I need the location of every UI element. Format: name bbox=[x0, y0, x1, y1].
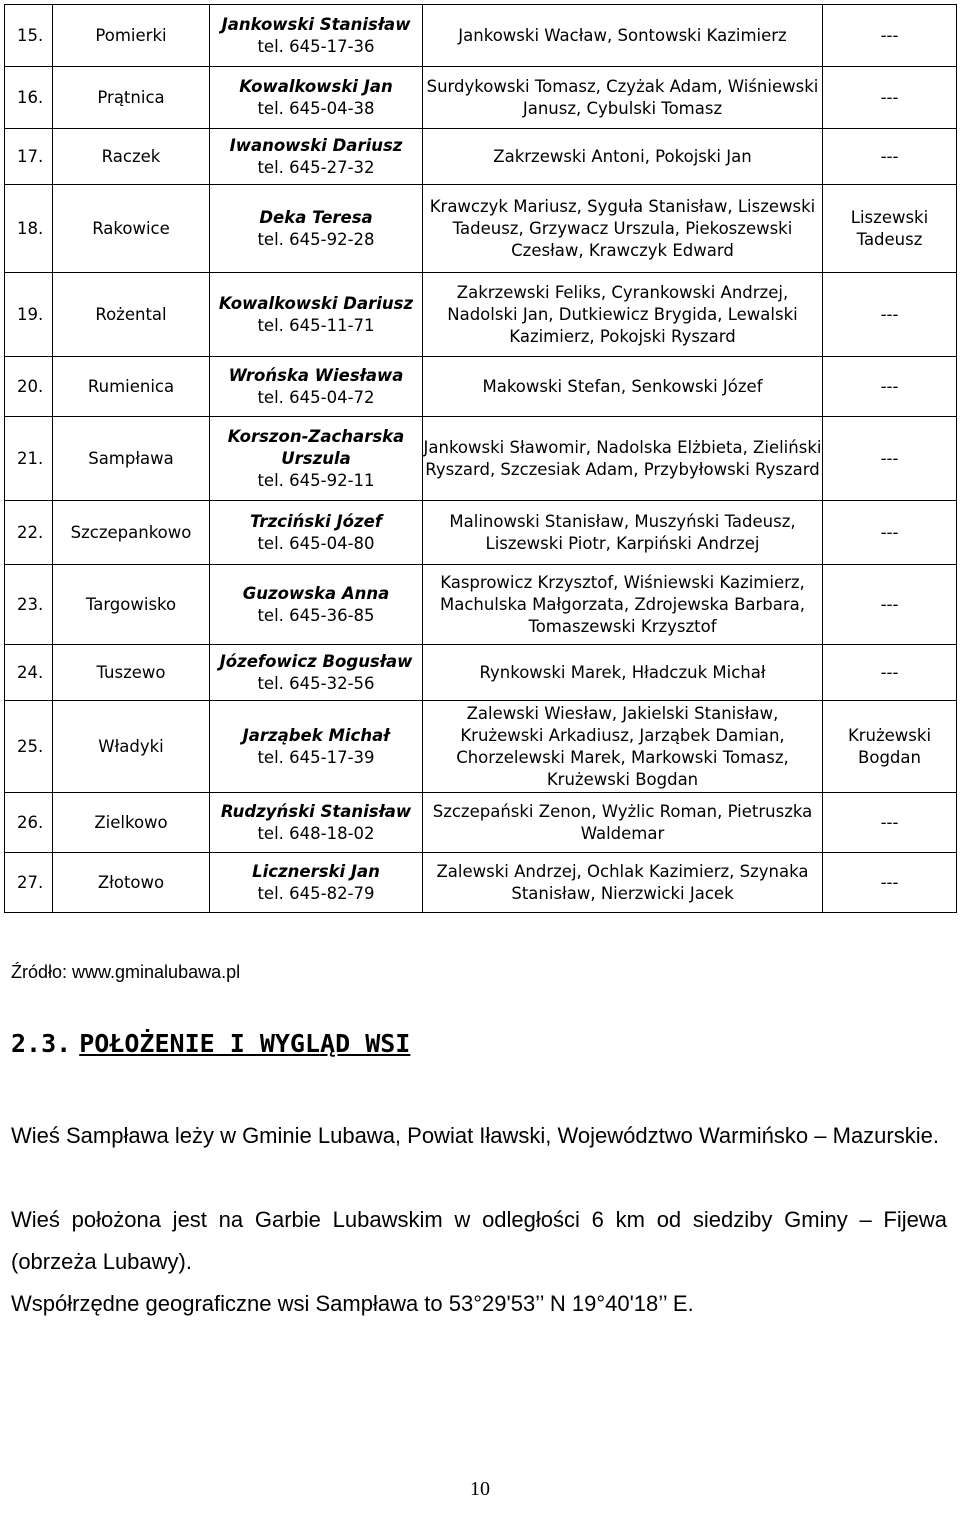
soltys-phone: tel. 645-11-71 bbox=[257, 315, 375, 335]
council-members: Rynkowski Marek, Hładczuk Michał bbox=[423, 645, 823, 701]
soltys-phone: tel. 645-17-36 bbox=[257, 36, 375, 56]
soltys-cell bbox=[210, 501, 423, 565]
table-row bbox=[5, 853, 957, 913]
village-name: Targowisko bbox=[53, 565, 210, 645]
representative: --- bbox=[823, 357, 957, 417]
soltys-phone: tel. 645-04-80 bbox=[257, 533, 375, 553]
council-members: Szczepański Zenon, Wyżlic Roman, Pietruszka Waldemar bbox=[423, 793, 823, 853]
village-name: Raczek bbox=[53, 129, 210, 185]
soltys-phone: tel. 645-17-39 bbox=[257, 747, 375, 767]
representative: Liszewski Tadeusz bbox=[823, 185, 957, 273]
representative: Krużewski Bogdan bbox=[823, 701, 957, 793]
representative: --- bbox=[823, 565, 957, 645]
representative: --- bbox=[823, 273, 957, 357]
representative: --- bbox=[823, 129, 957, 185]
village-table-body bbox=[5, 5, 957, 913]
row-number: 20. bbox=[5, 357, 53, 417]
village-name: Rożental bbox=[53, 273, 210, 357]
council-members: Zakrzewski Antoni, Pokojski Jan bbox=[423, 129, 823, 185]
table-row bbox=[5, 67, 957, 129]
council-members: Zalewski Andrzej, Ochlak Kazimierz, Szynaka Stanisław, Nierzwicki Jacek bbox=[423, 853, 823, 913]
soltys-name: Iwanowski Dariusz bbox=[229, 135, 403, 155]
council-members: Surdykowski Tomasz, Czyżak Adam, Wiśniewski Janusz, Cybulski Tomasz bbox=[423, 67, 823, 129]
soltys-phone: tel. 645-92-11 bbox=[257, 470, 375, 490]
village-name: Sampława bbox=[53, 417, 210, 501]
table-row bbox=[5, 417, 957, 501]
table-row bbox=[5, 129, 957, 185]
soltys-cell bbox=[210, 853, 423, 913]
council-members: Jankowski Wacław, Sontowski Kazimierz bbox=[423, 5, 823, 67]
row-number: 19. bbox=[5, 273, 53, 357]
soltys-name: Wrońska Wiesława bbox=[228, 365, 404, 385]
soltys-cell bbox=[210, 645, 423, 701]
table-row bbox=[5, 701, 957, 793]
council-members: Malinowski Stanisław, Muszyński Tadeusz, Liszewski Piotr, Karpiński Andrzej bbox=[423, 501, 823, 565]
source-note: Źródło: www.gminalubawa.pl bbox=[11, 962, 241, 982]
page-number: 10 bbox=[470, 1478, 490, 1500]
row-number: 18. bbox=[5, 185, 53, 273]
table-row bbox=[5, 5, 957, 67]
village-name: Władyki bbox=[53, 701, 210, 793]
representative: --- bbox=[823, 417, 957, 501]
representative: --- bbox=[823, 853, 957, 913]
soltys-name: Deka Teresa bbox=[259, 207, 373, 227]
council-members: Jankowski Sławomir, Nadolska Elżbieta, Zieliński Ryszard, Szczesiak Adam, Przybyłowski Ryszard bbox=[423, 417, 823, 501]
representative: --- bbox=[823, 645, 957, 701]
section-title: POŁOŻENIE I WYGLĄD WSI bbox=[79, 1029, 411, 1058]
row-number: 15. bbox=[5, 5, 53, 67]
soltys-phone: tel. 645-32-56 bbox=[257, 673, 375, 693]
soltys-name: Jankowski Stanisław bbox=[221, 14, 411, 34]
soltys-cell bbox=[210, 701, 423, 793]
section-number: 2.3. bbox=[11, 1029, 72, 1058]
table-row bbox=[5, 645, 957, 701]
row-number: 23. bbox=[5, 565, 53, 645]
soltys-cell bbox=[210, 67, 423, 129]
row-number: 21. bbox=[5, 417, 53, 501]
soltys-cell bbox=[210, 417, 423, 501]
soltys-name: Trzciński Józef bbox=[249, 511, 382, 531]
soltys-phone: tel. 645-36-85 bbox=[257, 605, 375, 625]
council-members: Krawczyk Mariusz, Syguła Stanisław, Liszewski Tadeusz, Grzywacz Urszula, Piekoszewski Czesław, Krawczyk Edward bbox=[423, 185, 823, 273]
representative: --- bbox=[823, 67, 957, 129]
village-name: Złotowo bbox=[53, 853, 210, 913]
soltys-name: Licznerski Jan bbox=[252, 861, 380, 881]
soltys-phone: tel. 645-27-32 bbox=[257, 157, 375, 177]
soltys-cell bbox=[210, 793, 423, 853]
village-name: Tuszewo bbox=[53, 645, 210, 701]
row-number: 22. bbox=[5, 501, 53, 565]
village-name: Rakowice bbox=[53, 185, 210, 273]
table-row bbox=[5, 793, 957, 853]
table-row bbox=[5, 501, 957, 565]
soltys-cell bbox=[210, 5, 423, 67]
soltys-phone: tel. 645-04-38 bbox=[257, 98, 375, 118]
paragraph-location: Wieś Sampława leży w Gminie Lubawa, Powiat Iławski, Województwo Warmińsko – Mazurskie. bbox=[11, 1123, 939, 1148]
representative: --- bbox=[823, 5, 957, 67]
paragraph-coordinates: Współrzędne geograficzne wsi Sampława to 53°29'53’’ N 19°40'18’’ E. bbox=[11, 1291, 694, 1316]
table-row bbox=[5, 185, 957, 273]
row-number: 25. bbox=[5, 701, 53, 793]
soltys-phone: tel. 648-18-02 bbox=[257, 823, 375, 843]
soltys-cell bbox=[210, 185, 423, 273]
soltys-name: Kowalkowski Jan bbox=[239, 76, 393, 96]
row-number: 17. bbox=[5, 129, 53, 185]
council-members: Makowski Stefan, Senkowski Józef bbox=[423, 357, 823, 417]
council-members: Zakrzewski Feliks, Cyrankowski Andrzej, Nadolski Jan, Dutkiewicz Brygida, Lewalski Kazimierz, Pokojski Ryszard bbox=[423, 273, 823, 357]
soltys-phone: tel. 645-04-72 bbox=[257, 387, 375, 407]
soltys-cell bbox=[210, 565, 423, 645]
village-name: Szczepankowo bbox=[53, 501, 210, 565]
row-number: 24. bbox=[5, 645, 53, 701]
soltys-cell bbox=[210, 357, 423, 417]
table-row bbox=[5, 273, 957, 357]
village-name: Zielkowo bbox=[53, 793, 210, 853]
council-members: Zalewski Wiesław, Jakielski Stanisław, Krużewski Arkadiusz, Jarząbek Damian, Chorzelewski Marek, Markowski Tomasz, Krużewski Bogdan bbox=[423, 701, 823, 793]
soltys-name: Rudzyński Stanisław bbox=[220, 801, 412, 821]
soltys-cell bbox=[210, 129, 423, 185]
soltys-phone: tel. 645-92-28 bbox=[257, 229, 375, 249]
representative: --- bbox=[823, 501, 957, 565]
table-row bbox=[5, 357, 957, 417]
village-name: Rumienica bbox=[53, 357, 210, 417]
soltys-name: Korszon-Zacharska Urszula bbox=[227, 426, 405, 468]
section-heading bbox=[11, 1029, 410, 1058]
soltys-cell bbox=[210, 273, 423, 357]
village-table bbox=[4, 4, 957, 913]
soltys-name: Jarząbek Michał bbox=[242, 725, 390, 745]
soltys-phone: tel. 645-82-79 bbox=[257, 883, 375, 903]
soltys-name: Guzowska Anna bbox=[242, 583, 390, 603]
table-row bbox=[5, 565, 957, 645]
paragraph-distance: Wieś położona jest na Garbie Lubawskim w odległości 6 km od siedziby Gminy – Fijewa (obrzeża Lubawy). bbox=[11, 1207, 947, 1274]
council-members: Kasprowicz Krzysztof, Wiśniewski Kazimierz, Machulska Małgorzata, Zdrojewska Barbara, Tomaszewski Krzysztof bbox=[423, 565, 823, 645]
row-number: 16. bbox=[5, 67, 53, 129]
village-name: Pomierki bbox=[53, 5, 210, 67]
row-number: 26. bbox=[5, 793, 53, 853]
soltys-name: Józefowicz Bogusław bbox=[219, 651, 413, 671]
village-name: Prątnica bbox=[53, 67, 210, 129]
row-number: 27. bbox=[5, 853, 53, 913]
representative: --- bbox=[823, 793, 957, 853]
soltys-name: Kowalkowski Dariusz bbox=[218, 293, 414, 313]
